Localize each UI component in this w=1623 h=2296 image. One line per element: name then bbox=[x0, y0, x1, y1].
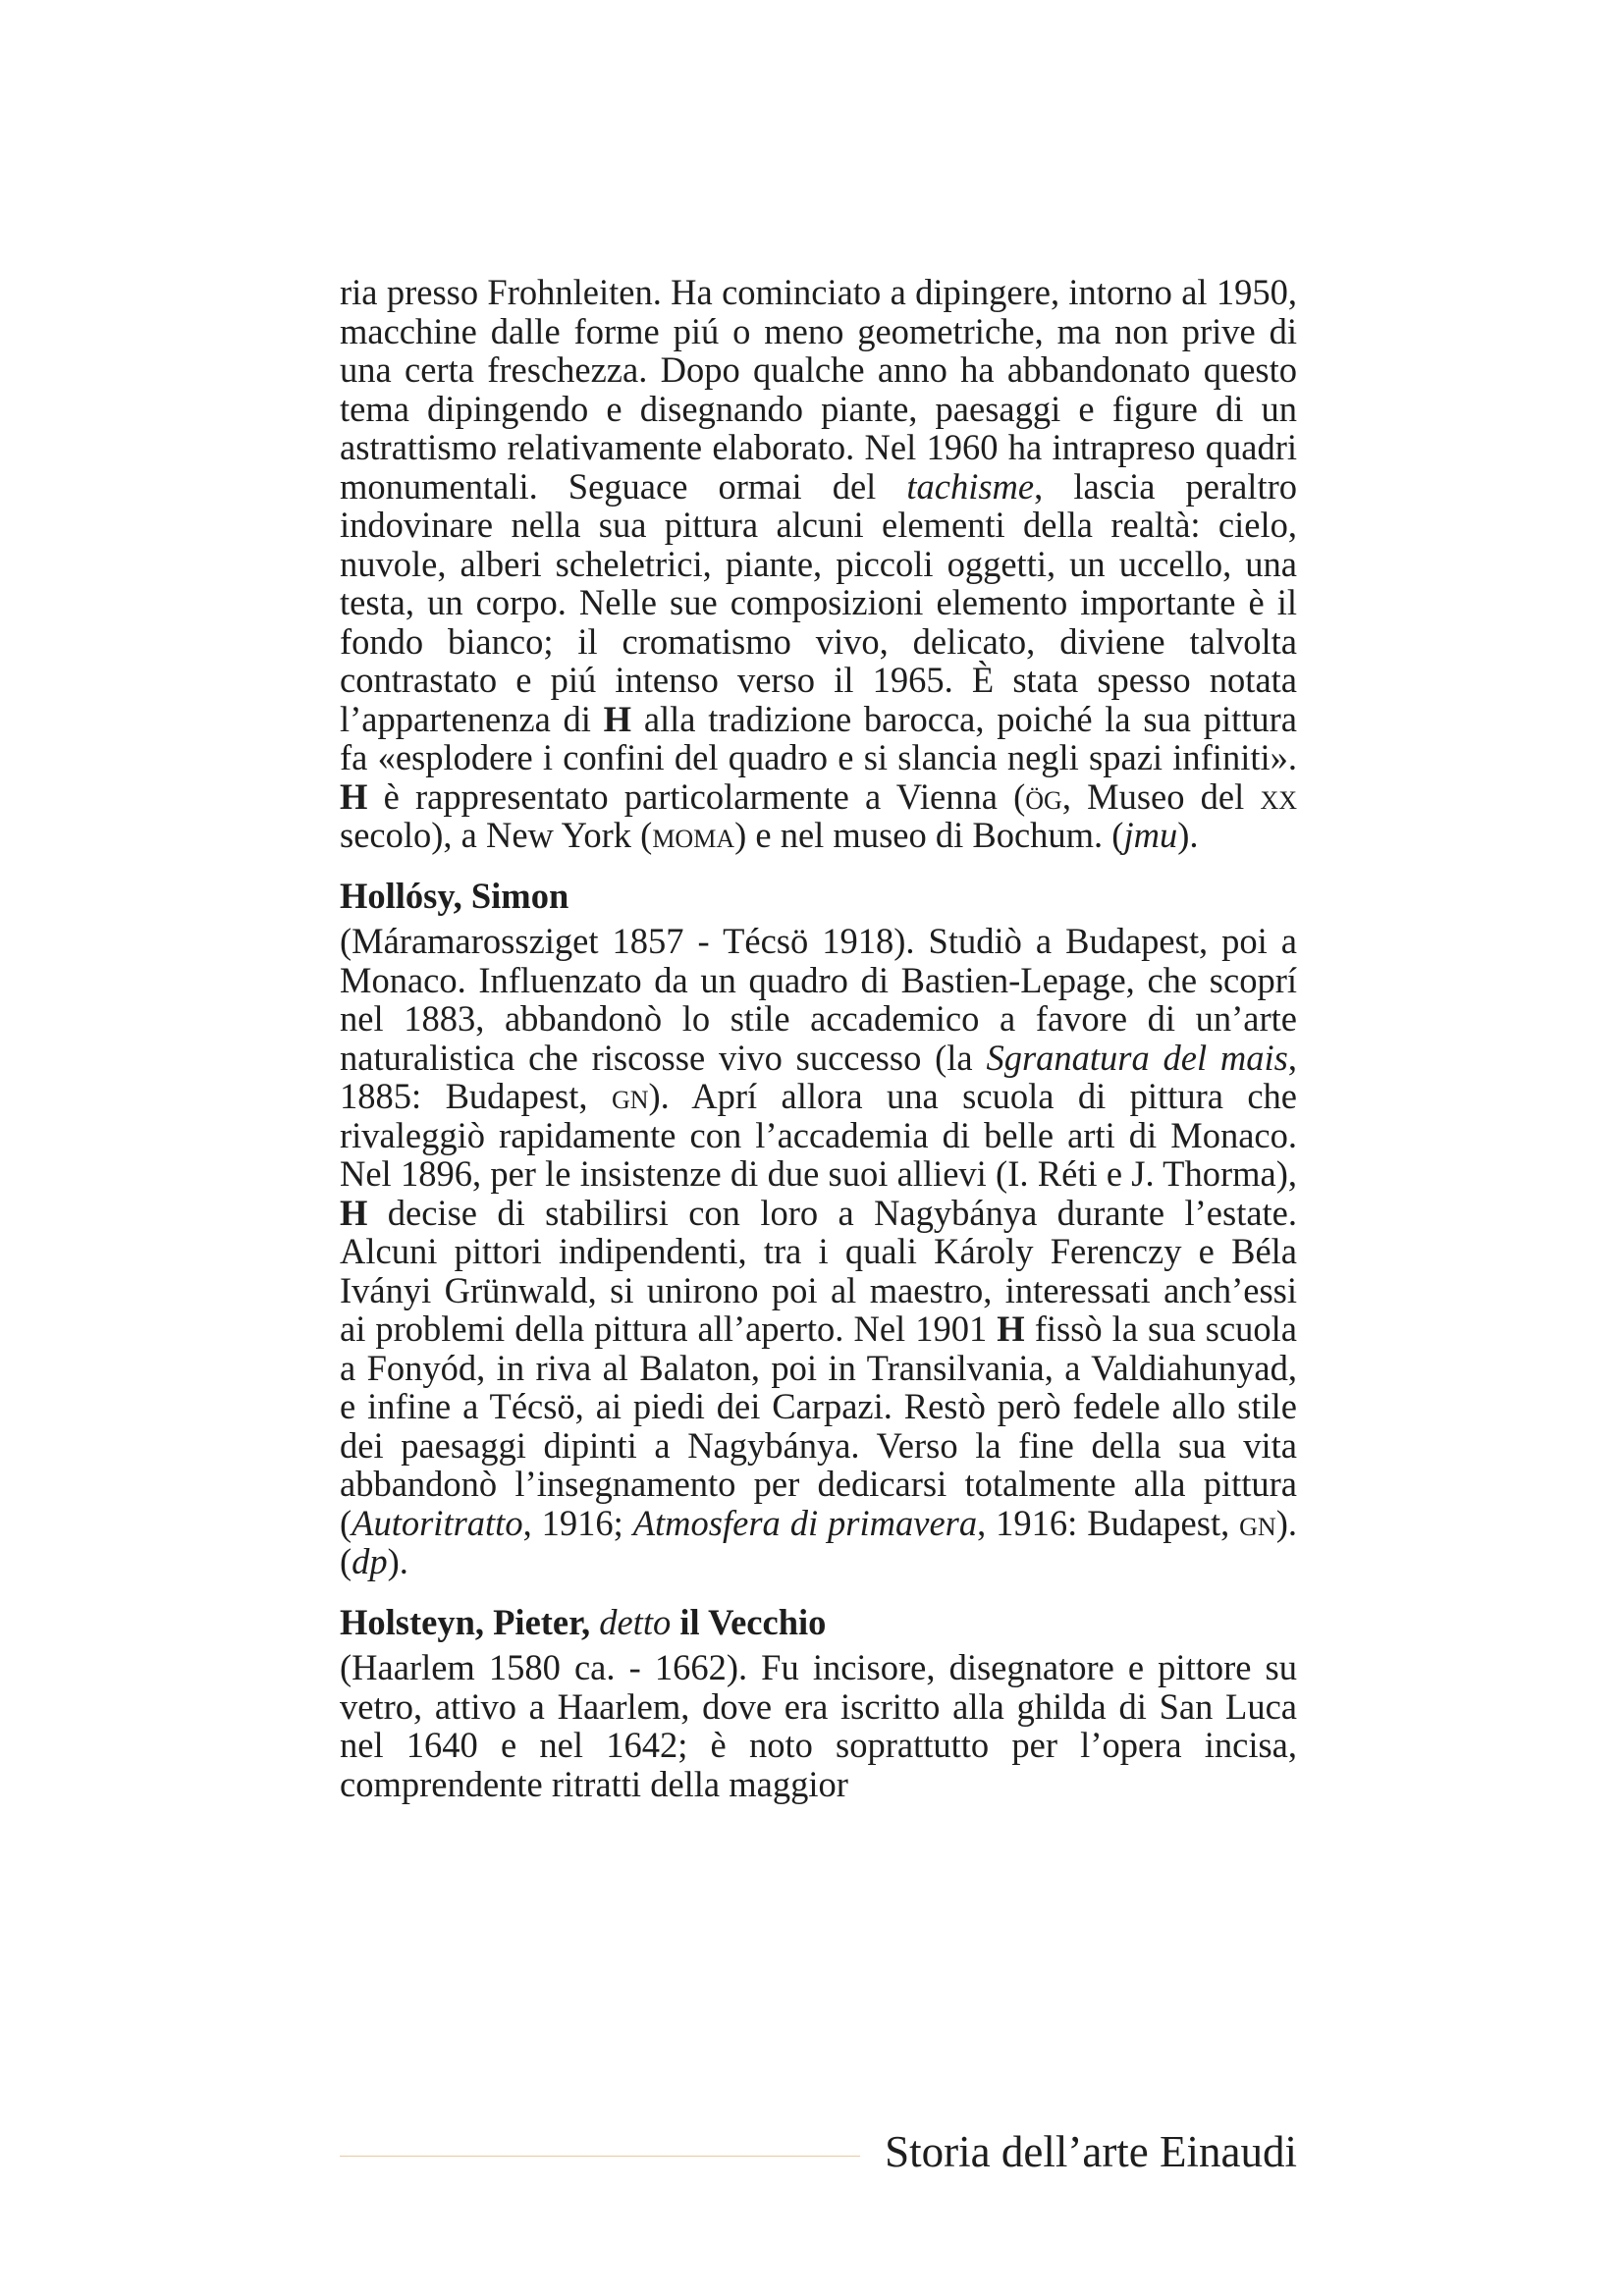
text-run: ria presso Frohnleiten. Ha cominciato a dipingere, intorno al 1950, macchine dalle forme piú o meno geometriche, ma non prive di una certa freschezza. Dopo qualche anno ha abbandonato questo tema dipingendo e disegnando piante, paesaggi e figure di un astrattismo relativamente elaborato. Nel 1960 ha intrapreso quadri monumentali. Seguace ormai del bbox=[340, 272, 1297, 507]
italic-run: Atmosfera di primavera bbox=[632, 1502, 978, 1543]
italic-run: tachisme bbox=[906, 465, 1035, 507]
page-footer bbox=[340, 2122, 1297, 2181]
italic-run: dp bbox=[352, 1541, 388, 1581]
heading-epithet: il Vecchio bbox=[671, 1601, 827, 1642]
text-run: , 1916; bbox=[522, 1502, 633, 1543]
italic-run: jmu bbox=[1123, 815, 1178, 855]
entry-body bbox=[340, 922, 1297, 1581]
small-caps-run: xx bbox=[1260, 775, 1298, 817]
text-run: , Museo del bbox=[1061, 775, 1261, 817]
entry-hollosy bbox=[340, 877, 1297, 1581]
bold-run: H bbox=[340, 1192, 368, 1233]
text-run: ) e nel museo di Bochum. ( bbox=[734, 815, 1124, 855]
text-run: , 1885: Budapest, bbox=[340, 1037, 1297, 1116]
small-caps-run: moma bbox=[652, 815, 735, 855]
text-run: ). Aprí allora una scuola di pittura che rivaleggiò rapidamente con l’accademia di belle arti di Monaco. Nel 1896, per le insistenze di due suoi allievi (I. Réti e J. Thorma), bbox=[340, 1076, 1297, 1194]
text-run: fissò la sua scuola a Fonyód, in riva al Balaton, poi in Transilvania, a Valdiahunyad, e infine a Técsö, ai piedi dei Carpazi. Restò però fedele allo stile dei paesaggi dipinti a Nagybánya. Verso la fine della sua vita abbandonò l’insegnamento per dedicarsi totalmente alla pittura ( bbox=[340, 1308, 1297, 1543]
bold-run: H bbox=[997, 1308, 1025, 1349]
text-run: (Haarlem 1580 ca. - 1662). Fu incisore, disegnatore e pittore su vetro, attivo a Haarlem, dove era iscritto alla ghilda di San Luca nel 1640 e nel 1642; è noto soprattutto per l’opera incisa, comprendente ritratti della maggior bbox=[340, 1647, 1297, 1804]
entry-body bbox=[340, 1648, 1297, 1803]
heading-name: Holsteyn, Pieter, bbox=[340, 1601, 600, 1642]
text-run: ). bbox=[1177, 815, 1199, 855]
bold-run: H bbox=[340, 775, 368, 817]
text-run: secolo), a New York ( bbox=[340, 815, 653, 855]
entry-heading: Hollósy, Simon bbox=[340, 875, 569, 916]
bold-run: H bbox=[603, 698, 632, 739]
text-run: (Máramarossziget 1857 - Técsö 1918). Studiò a Budapest, poi a Monaco. Influenzato da un quadro di Bastien-Lepage, che scoprí nel 1883, abbandonò lo stile accademico a favore di un’arte naturalistica che riscosse vivo successo (la bbox=[340, 921, 1297, 1078]
italic-run: Autoritratto bbox=[352, 1502, 523, 1543]
entry-heading bbox=[340, 1603, 1297, 1642]
footer-title: Storia dell’arte Einaudi bbox=[885, 2127, 1297, 2176]
small-caps-run: gn bbox=[611, 1076, 649, 1116]
entry-holsteyn bbox=[340, 1603, 1297, 1804]
text-run: alla tradizione barocca, poiché la sua pittura fa «esplodere i confini del quadro e si slancia negli spazi infiniti». bbox=[340, 698, 1298, 777]
text-run: ). ( bbox=[340, 1502, 1297, 1581]
text-run: ). bbox=[387, 1541, 408, 1581]
paragraph-continued bbox=[340, 273, 1297, 855]
page-body bbox=[340, 273, 1297, 1803]
text-run: è rappresentato particolarmente a Vienna ( bbox=[367, 775, 1026, 817]
text-run: , lascia peraltro indovinare nella sua pittura alcuni elementi della realtà: cielo, nuvole, alberi scheletrici, piante, piccoli oggetti, un uccello, una testa, un corpo. Nelle sue composizioni elemento importante è il fondo bianco; il cromatismo vivo, delicato, diviene talvolta contrastato e piú intenso verso il 1965. È stata spesso notata l’appartenenza di bbox=[340, 465, 1297, 739]
footer-rule bbox=[340, 2156, 860, 2157]
small-caps-run: ög bbox=[1025, 775, 1062, 817]
heading-detto: detto bbox=[599, 1601, 672, 1642]
italic-run: Sgranatura del mais bbox=[986, 1037, 1288, 1078]
small-caps-run: gn bbox=[1239, 1502, 1276, 1543]
text-run: , 1916: Budapest, bbox=[977, 1502, 1240, 1543]
text-run: decise di stabilirsi con loro a Nagybánya durante l’estate. Alcuni pittori indipendenti, tra i quali Károly Ferenczy e Béla Iványi Grünwald, si unirono poi al maestro, interessati anch’essi ai problemi della pittura all’aperto. Nel 1901 bbox=[340, 1192, 1297, 1349]
